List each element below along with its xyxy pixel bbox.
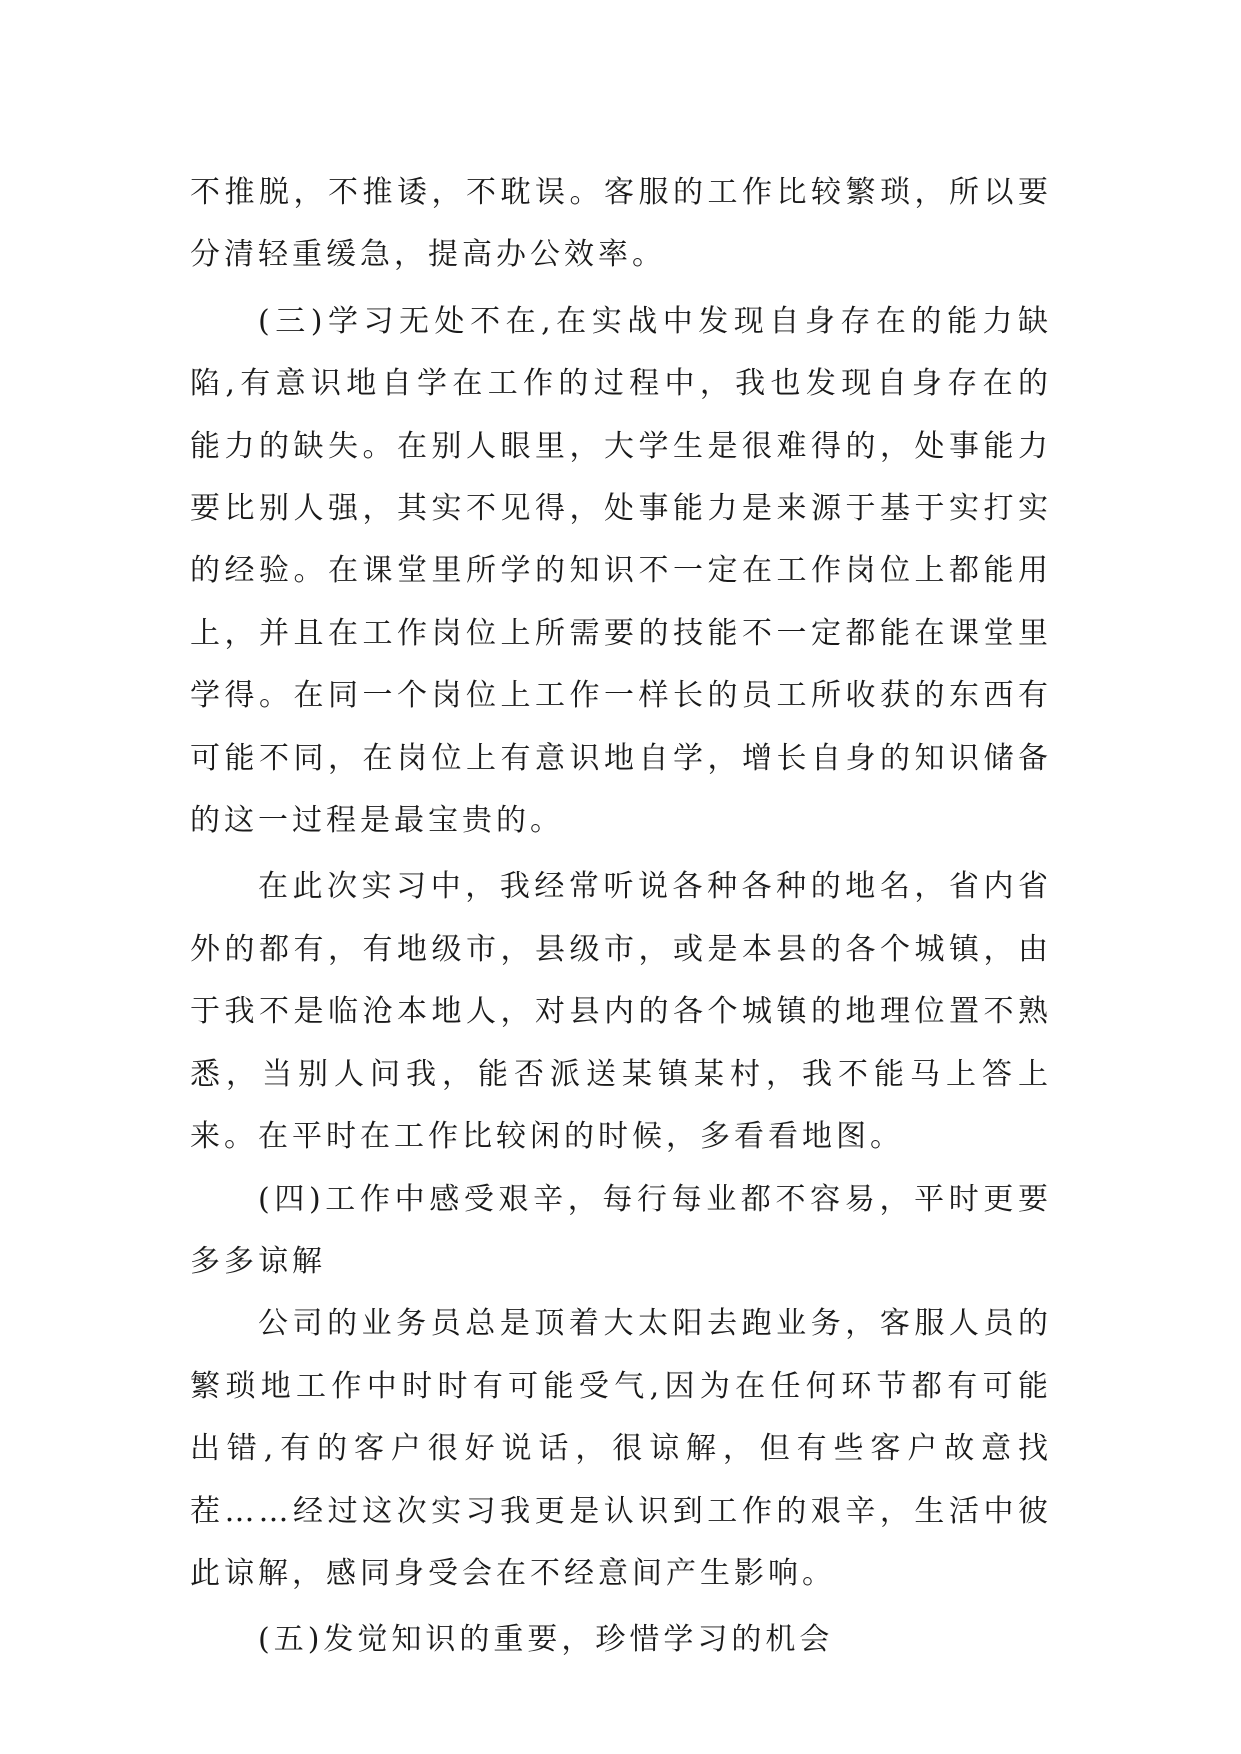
heading-section-five: (五)发觉知识的重要，珍惜学习的机会 <box>258 1622 834 1658</box>
paragraph-section-three: (三)学习无处不在,在实战中发现自身存在的能力缺陷,有意识地自学在工作的过程中，我也发现自身存在的能力的缺失。在别人眼里，大学生是很难得的，处事能力要比别人强，其实不见得，处事能力是来源于基于实打实的经验。在课堂里所学的知识不一定在工作岗位上都能用上，并且在工作岗位上所需要的技能不一定都能在课堂里学得。在同一个岗位上工作一样长的员工所收获的东西有可能不同，在岗位上有意识地自学，增长自身的知识储备的这一过程是最宝贵的。 <box>190 303 1052 839</box>
paragraph-continuation: 不推脱，不推诿，不耽误。客服的工作比较繁琐，所以要分清轻重缓急，提高办公效率。 <box>190 175 1052 273</box>
paragraph-place-names: 在此次实习中，我经常听说各种各种的地名，省内省外的都有，有地级市，县级市，或是本县的各个城镇，由于我不是临沧本地人，对县内的各个城镇的地理位置不熟悉，当别人问我，能否派送某镇某村，我不能马上答上来。在平时在工作比较闲的时候，多看看地图。 <box>190 869 1052 1155</box>
document-body <box>190 162 1052 1672</box>
paragraph-hardship: 公司的业务员总是顶着大太阳去跑业务，客服人员的繁琐地工作中时时有可能受气,因为在任何环节都有可能出错,有的客户很好说话，很谅解，但有些客户故意找茬……经过这次实习我更是认识到工作的艰辛，生活中彼此谅解，感同身受会在不经意间产生影响。 <box>190 1306 1052 1591</box>
heading-section-four: (四)工作中感受艰辛，每行每业都不容易，平时更要多多谅解 <box>190 1181 1052 1279</box>
